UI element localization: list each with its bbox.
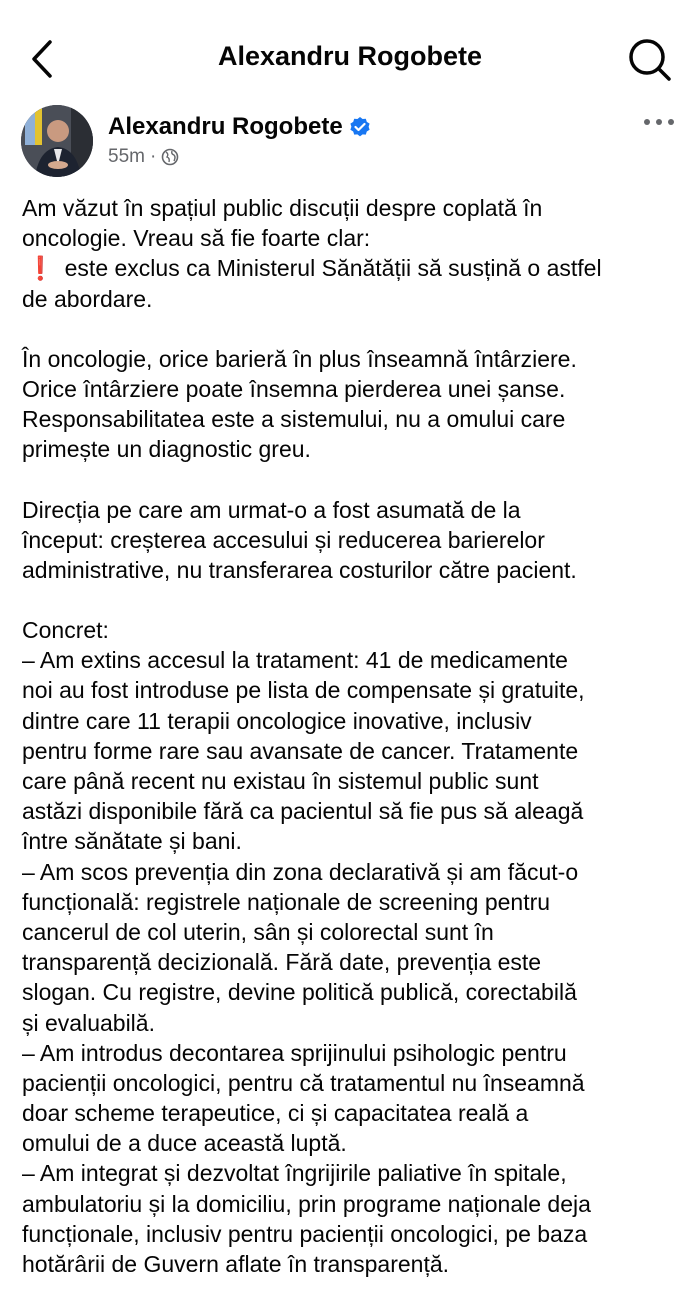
- post-text-line: [22, 525, 692, 555]
- more-options-icon[interactable]: [642, 112, 676, 132]
- post-text-line: [22, 284, 692, 314]
- line-text: – Am integrat și dezvoltat îngrijirile paliative în spitale,: [22, 1160, 567, 1187]
- post-text-line: [22, 374, 692, 404]
- post-text-line: [22, 223, 692, 253]
- post-text-line: [22, 675, 692, 705]
- line-text: între sănătate și bani.: [22, 828, 242, 855]
- line-text: dintre care 11 terapii oncologice inovative, inclusiv: [22, 707, 532, 734]
- post-text-line: [22, 555, 692, 585]
- globe-icon: [161, 148, 179, 166]
- line-text: de abordare.: [22, 285, 153, 312]
- separator: ·: [149, 146, 157, 167]
- avatar[interactable]: [21, 105, 93, 177]
- post-text: [22, 193, 692, 1279]
- post-text-line: [22, 434, 692, 464]
- line-text: oncologie. Vreau să fie foarte clar:: [22, 225, 371, 252]
- line-text: Am văzut în spațiul public discuții despre coplată în: [22, 195, 543, 221]
- line-text: este exclus ca Ministerul Sănătății să susțină o astfel: [64, 255, 602, 282]
- paragraph-gap: [22, 585, 692, 615]
- line-text: hotărârii de Guvern aflate în transparență.: [22, 1251, 450, 1277]
- search-icon[interactable]: [626, 36, 672, 82]
- line-text: Direcția pe care am urmat-o a fost asumată de la: [22, 496, 521, 523]
- line-text: Responsabilitatea este a sistemului, nu a omului care: [22, 406, 566, 433]
- top-bar: [0, 0, 700, 110]
- line-text: – Am extins accesul la tratament: 41 de medicamente: [22, 647, 568, 674]
- line-text: cancerul de col uterin, sân și colorectal sunt în: [22, 918, 494, 945]
- post-text-line: [22, 1008, 692, 1038]
- post-text-line: [22, 1098, 692, 1128]
- line-text: transparență decizională. Fără date, prevenția este: [22, 949, 542, 976]
- post-text-line: [22, 947, 692, 977]
- line-text: doar scheme terapeutice, ci și capacitatea reală a: [22, 1100, 529, 1127]
- post-text-line: [22, 706, 692, 736]
- post-text-line: [22, 1038, 692, 1068]
- line-text: Orice întârziere poate însemna pierderea unei șanse.: [22, 375, 566, 402]
- post-text-line: [22, 826, 692, 856]
- post-text-line: [22, 857, 692, 887]
- post-text-line: [22, 404, 692, 434]
- post-text-line: [22, 977, 692, 1007]
- post-text-line: [22, 253, 692, 283]
- author-name[interactable]: Alexandru Rogobete: [108, 113, 343, 140]
- post-meta: [108, 146, 179, 168]
- post-text-line: [22, 736, 692, 766]
- line-text: Concret:: [22, 617, 109, 644]
- line-text: astăzi disponibile fără ca pacientul să fie pus să aleagă: [22, 798, 584, 825]
- post-author[interactable]: [108, 113, 371, 141]
- line-text: În oncologie, orice barieră în plus înseamnă întârziere.: [22, 345, 577, 372]
- post-text-line: [22, 615, 692, 645]
- post-text-line: [22, 1249, 692, 1279]
- line-text: început: creșterea accesului și reducerea barierelor: [22, 526, 545, 553]
- line-text: primește un diagnostic greu.: [22, 436, 311, 463]
- post-text-line: [22, 495, 692, 525]
- line-text: noi au fost introduse pe lista de compensate și gratuite,: [22, 677, 585, 704]
- exclamation-icon: ❗: [26, 255, 55, 282]
- line-text: pentru forme rare sau avansate de cancer. Tratamente: [22, 737, 579, 764]
- post-text-line: [22, 193, 692, 223]
- post-text-line: [22, 1128, 692, 1158]
- post-text-line: [22, 796, 692, 826]
- line-text: – Am scos prevenția din zona declarativă și am făcut-o: [22, 858, 579, 885]
- paragraph-gap: [22, 465, 692, 495]
- post-text-line: [22, 887, 692, 917]
- post-text-line: [22, 1189, 692, 1219]
- post-text-line: [22, 917, 692, 947]
- paragraph-gap: [22, 314, 692, 344]
- post-text-line: [22, 1068, 692, 1098]
- verified-badge-icon: [349, 116, 371, 138]
- line-text: omului de a duce această luptă.: [22, 1130, 347, 1157]
- post-time[interactable]: 55m: [108, 146, 145, 167]
- line-text: funcțională: registrele naționale de screening pentru: [22, 888, 551, 915]
- line-text: – Am introdus decontarea sprijinului psihologic pentru: [22, 1039, 567, 1066]
- line-text: administrative, nu transferarea costurilor către pacient.: [22, 556, 577, 583]
- post-text-line: [22, 1158, 692, 1188]
- post-text-line: [22, 645, 692, 675]
- line-text: care până recent nu existau în sistemul public sunt: [22, 768, 539, 794]
- line-text: slogan. Cu registre, devine politică publică, corectabilă: [22, 979, 577, 1006]
- page-title: Alexandru Rogobete: [217, 41, 483, 71]
- post-text-line: [22, 344, 692, 374]
- line-text: funcționale, inclusiv pentru pacienții oncologici, pe baza: [22, 1220, 588, 1247]
- line-text: ambulatoriu și la domiciliu, prin programe naționale deja: [22, 1190, 591, 1217]
- line-text: și evaluabilă.: [22, 1009, 155, 1036]
- post-text-line: [22, 1219, 692, 1249]
- post-text-line: [22, 766, 692, 796]
- line-text: pacienții oncologici, pentru că tratamentul nu înseamnă: [22, 1069, 585, 1096]
